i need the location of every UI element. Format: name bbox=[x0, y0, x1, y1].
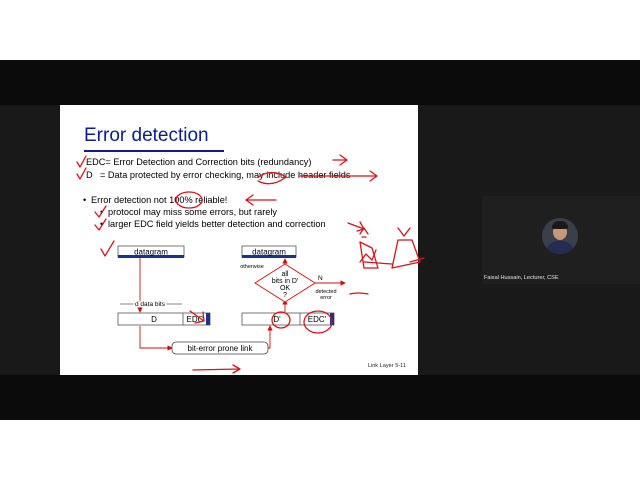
sub-bullet-2: larger EDC field yields better detection and correction bbox=[108, 219, 326, 229]
participant-avatar bbox=[542, 218, 578, 254]
participant-tile[interactable] bbox=[482, 196, 640, 284]
frame-left-edc: EDC bbox=[186, 315, 204, 324]
definition-d: = Data protected by error checking, may include header fields bbox=[100, 170, 351, 180]
sub-bullet-dot-2: • bbox=[100, 219, 104, 229]
decision-text-1: all bbox=[281, 271, 289, 278]
shared-slide bbox=[60, 105, 418, 375]
decision-text-4: ? bbox=[283, 292, 287, 299]
detected-error-1: detected bbox=[315, 289, 337, 295]
slide-footer: Link Layer 5-11 bbox=[367, 363, 406, 369]
detected-error-2: error bbox=[320, 295, 332, 301]
top-letterbox bbox=[0, 60, 640, 105]
bullet-dot: • bbox=[83, 195, 87, 205]
frame-left-d: D bbox=[151, 315, 157, 324]
bottom-letterbox bbox=[0, 375, 640, 420]
n-label: N bbox=[318, 275, 323, 282]
datagram-label-right: datagram bbox=[252, 247, 286, 257]
datagram-label-left: datagram bbox=[134, 247, 168, 257]
definition-d-label: D bbox=[86, 170, 93, 180]
decision-text-2: bits in D' bbox=[271, 278, 299, 285]
sub-bullet-dot-1: • bbox=[100, 207, 104, 217]
bullet-main: Error detection not 100% reliable! bbox=[91, 195, 228, 205]
d-data-bits-label: d data bits bbox=[135, 301, 165, 308]
otherwise-label: otherwise bbox=[240, 264, 264, 270]
sub-bullet-1: protocol may miss some errors, but rarely bbox=[108, 207, 277, 217]
frame-right-edc: EDC' bbox=[307, 315, 327, 324]
error-detection-diagram bbox=[60, 105, 418, 375]
frame-right-d: D' bbox=[273, 315, 281, 324]
slide-title: Error detection bbox=[84, 125, 209, 146]
participant-name: Faisal Hussain, Lecturer, CSE bbox=[484, 275, 559, 281]
definition-edc: EDC= Error Detection and Correction bits (redundancy) bbox=[86, 157, 312, 167]
decision-text-3: OK bbox=[279, 285, 291, 292]
bit-error-link-label: bit-error prone link bbox=[187, 344, 253, 353]
